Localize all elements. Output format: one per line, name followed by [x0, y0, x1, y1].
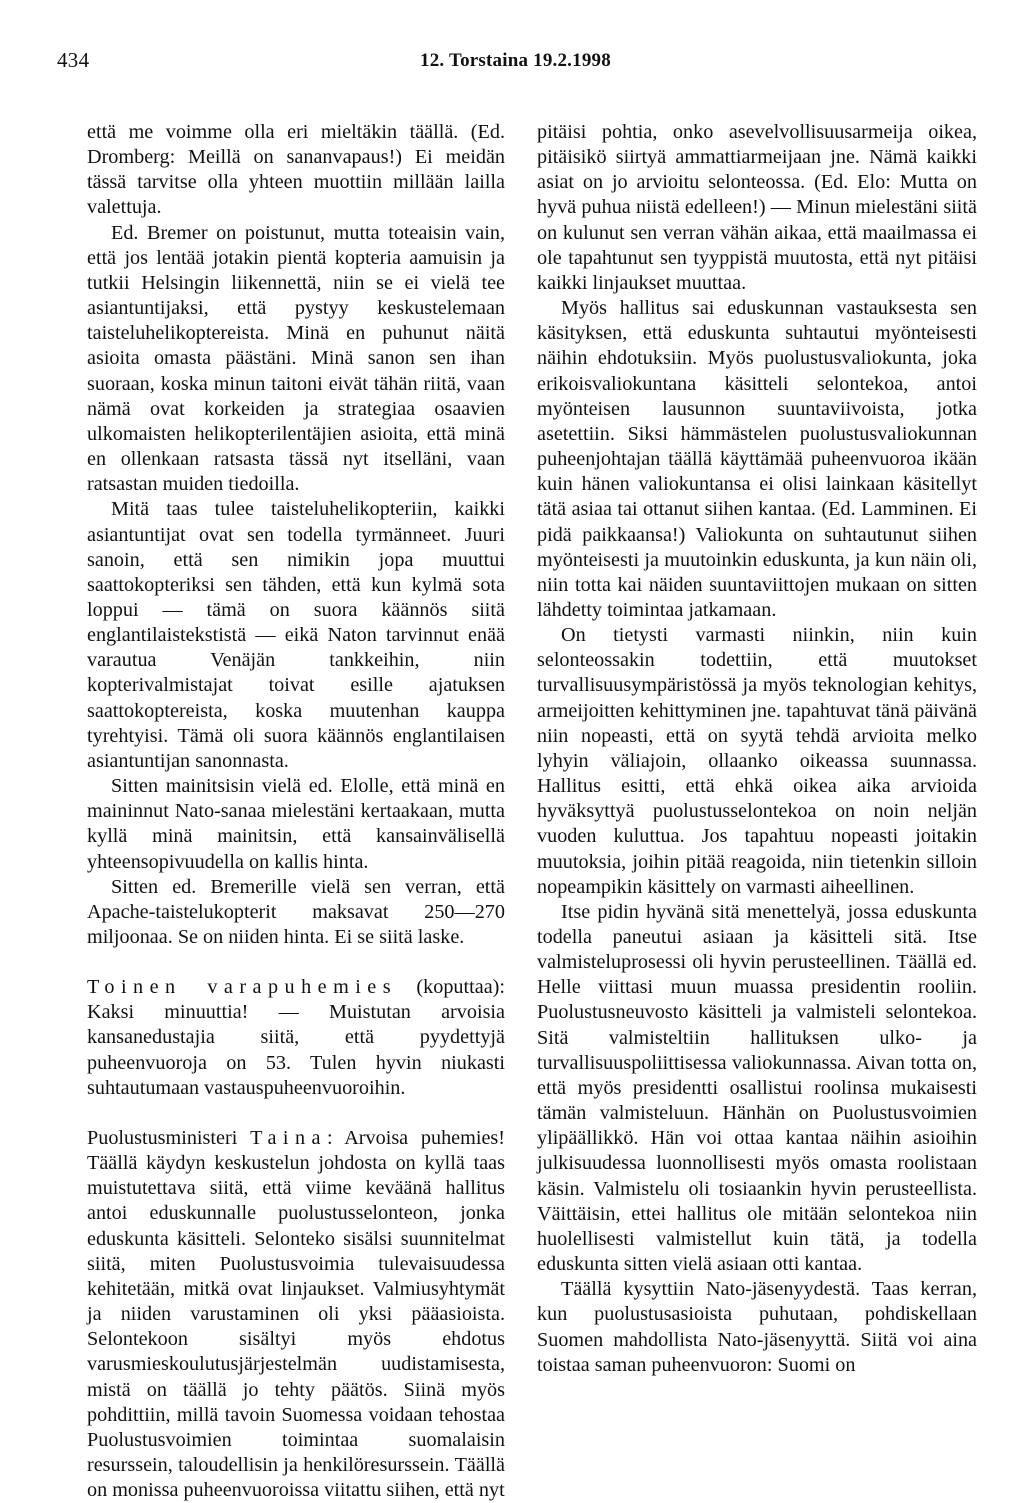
- speech-text: : Arvoisa puhemies! Täällä käydyn keskustelun johdosta on kyllä taas muistutettava siitä, että viime keväänä hallitus antoi eduskunnalle puolustusselonteon, jonka eduskunta käsitteli. Selonteko sisälsi suunnitelmat siitä, miten Puolustusvoimia tulevaisuudessa kehitetään, mitkä ovat linjaukset. Valmiusyhtymät ja niiden varustaminen oli yksi pääasioista. Selontekoon sisältyi myös ehdotus varusmieskoulutusjärjestelmän uudistamisesta, mistä on täällä jo tehty päätös. Siinä myös pohdittiin, millä tavoin Suomessa voidaan tehostaa Puolustusvoimien toimintaa suomalaisin resurssein, taloudellisin ja henkilöresurssein. Täällä on monissa puheenvuoroissa viitattu siihen, että nyt: [87, 1126, 505, 1502]
- running-header: 12. Torstaina 19.2.1998: [420, 50, 611, 71]
- paragraph: On tietysti varmasti niinkin, niin kuin selonteossakin todettiin, että muutokset turvallisuusympäristössä ja myös teknologian kehitys, armeijoitten kehittyminen jne. tapahtuvat tänä päivänä niin nopeasti, että on syytä tehdä arvioita melko lyhyin väliajoin, ollaanko oikeassa suunnassa. Hallitus esitti, että ehkä oikea aika arvioida hyväksyttyä puolustusselontekoa on noin neljän vuoden kuluttua. Jos tapahtuu nopeasti joitakin muutoksia, joihin pitää reagoida, niin tietenkin silloin nopeampikin käsittely on varmasti aiheellinen.: [537, 624, 977, 898]
- paragraph: Myös hallitus sai eduskunnan vastauksesta sen käsityksen, että eduskunta suhtautui myönteisesti näihin ehdotuksiin. Myös puolustusvaliokunta, joka erikoisvaliokuntana käsitteli selontekoa, antoi myönteisen lausunnon suuntaviivoista, jotka asetettiin. Siksi hämmästelen puolustusvaliokunnan puheenjohtajan täällä käyttämää puheenvuoroa ikään kuin hänen valiokuntansa ei olisi lainkaan käsitellyt tätä asiaa tai ottanut siihen kantaa. (Ed. Lamminen. Ei pidä paikkaansa!) Valiokunta on suhtautunut siihen myönteisesti ja muutoinkin eduskunta, ja kun näin oli, niin totta kai näiden suuntaviittojen mukaan on sitten lähdetty toimintaa jatkamaan.: [537, 297, 977, 621]
- paragraph: Mitä taas tulee taisteluhelikopteriin, kaikki asiantuntijat ovat sen todella tyrmänneet. Juuri sanoin, että sen nimikin jopa muuttui saattokopteriksi sen tähden, että kun kylmä sota loppui — tämä on suora käännös siitä englantilaistekstistä — eikä Naton tarvinnut enää varautua Venäjän tankkeihin, niin kopterivalmistajat toivat esille ajatuksen saattokoptereista, koska muutenhan kauppa tyrehtyisi. Tämä oli suora käännös englantilaisen asiantuntijan sanonnasta.: [87, 498, 505, 772]
- page-number: 434: [57, 48, 90, 72]
- right-column: [537, 120, 977, 1378]
- paragraph: että me voimme olla eri mieltäkin täällä. (Ed. Dromberg: Meillä on sananvapaus!) Ei meidän tässä tarvitse olla yhteen muottiin millään lailla valettuja.: [87, 121, 505, 219]
- speaker-name: Toinen varapuhemies: [87, 976, 398, 999]
- speaker-paragraph: [87, 1126, 505, 1503]
- paragraph: Täällä kysyttiin Nato-jäsenyydestä. Taas kerran, kun puolustusasioista puhutaan, pohdiskellaan Suomen mahdollista Nato-jäsenyyttä. Siitä voi aina toistaa saman puheenvuoron: Suomi on: [537, 1278, 977, 1376]
- speaker-title: Puolustusministeri: [87, 1126, 251, 1149]
- speech-text: (koputtaa): Kaksi minuuttia! — Muistutan arvoisia kansanedustajia siitä, että pyydettyjä puheenvuoroja on 53. Tulen hyvin niukasti suhtautumaan vastauspuheenvuoroihin.: [87, 976, 505, 1099]
- paragraph: Ed. Bremer on poistunut, mutta toteaisin vain, että jos lentää jotakin pientä kopteria aamuisin ja tutkii Helsingin liikennettä, niin se ei vielä tee asiantuntijaksi, että pystyy keskustelemaan taisteluhelikoptereista. Minä en puhunut näitä asioita omasta päästäni. Minä sanon sen ihan suoraan, koska minun taitoni eivät tähän riitä, vaan nämä ovat korkeiden ja strategiaa osaavien ulkomaisten helikopterilentäjien asioita, että minä en ollenkaan ratsasta tässä nyt itselläni, vaan ratsastan muiden tiedoilla.: [87, 221, 505, 496]
- paragraph: Sitten mainitsisin vielä ed. Elolle, että minä en maininnut Nato-sanaa mielestäni kertaakaan, mutta kyllä minä mainitsin, että kansainvälisellä yhteensopivuudella on kallis hinta.: [87, 775, 505, 873]
- paragraph: Sitten ed. Bremerille vielä sen verran, että Apache-taistelukopterit maksavat 250—270 miljoonaa. Se on niiden hinta. Ei se siitä laske.: [87, 875, 505, 948]
- speaker-name: Taina: [250, 1126, 327, 1149]
- paragraph: pitäisi pohtia, onko asevelvollisuusarmeija oikea, pitäisikö siirtyä ammattiarmeijaan jne. Nämä kaikki asiat on jo arvioitu selonteossa. (Ed. Elo: Mutta on hyvä puhua niistä edelleen!) — Minun mielestäni siitä on kulunut sen verran vähän aikaa, että maailmassa ei ole tapahtunut sen tyyppistä muutosta, että nyt pitäisi kaikki linjaukset muuttaa.: [537, 121, 977, 294]
- left-column: [87, 120, 505, 1503]
- speaker-paragraph: [87, 975, 505, 1101]
- paragraph: Itse pidin hyvänä sitä menettelyä, jossa eduskunta todella paneutui asiaan ja käsitteli sitä. Itse valmisteluprosessi oli hyvin perusteellinen. Täällä ed. Helle viittasi muun muassa presidentin rooliin. Puolustusneuvosto käsitteli ja valmisteli selontekoa. Sitä valmisteltiin hallituksen ulko- ja turvallisuuspoliittisessa valiokunnassa. Aivan totta on, että myös presidentti osallistui roolinsa mukaisesti tämän valmisteluun. Hänhän on Puolustusvoimien ylipäällikkö. Hän voi ottaa kantaa näihin asioihin julkisuudessa luonnollisesti myös omasta roolistaan käsin. Valmistelu oli tosiaankin hyvin perusteellista. Väittäisin, ettei hallitus ole mitään selontekoa niin huolellisesti valmistellut kuin tätä, ja todella eduskunta sitten vielä asiaan otti kantaa.: [537, 900, 977, 1276]
